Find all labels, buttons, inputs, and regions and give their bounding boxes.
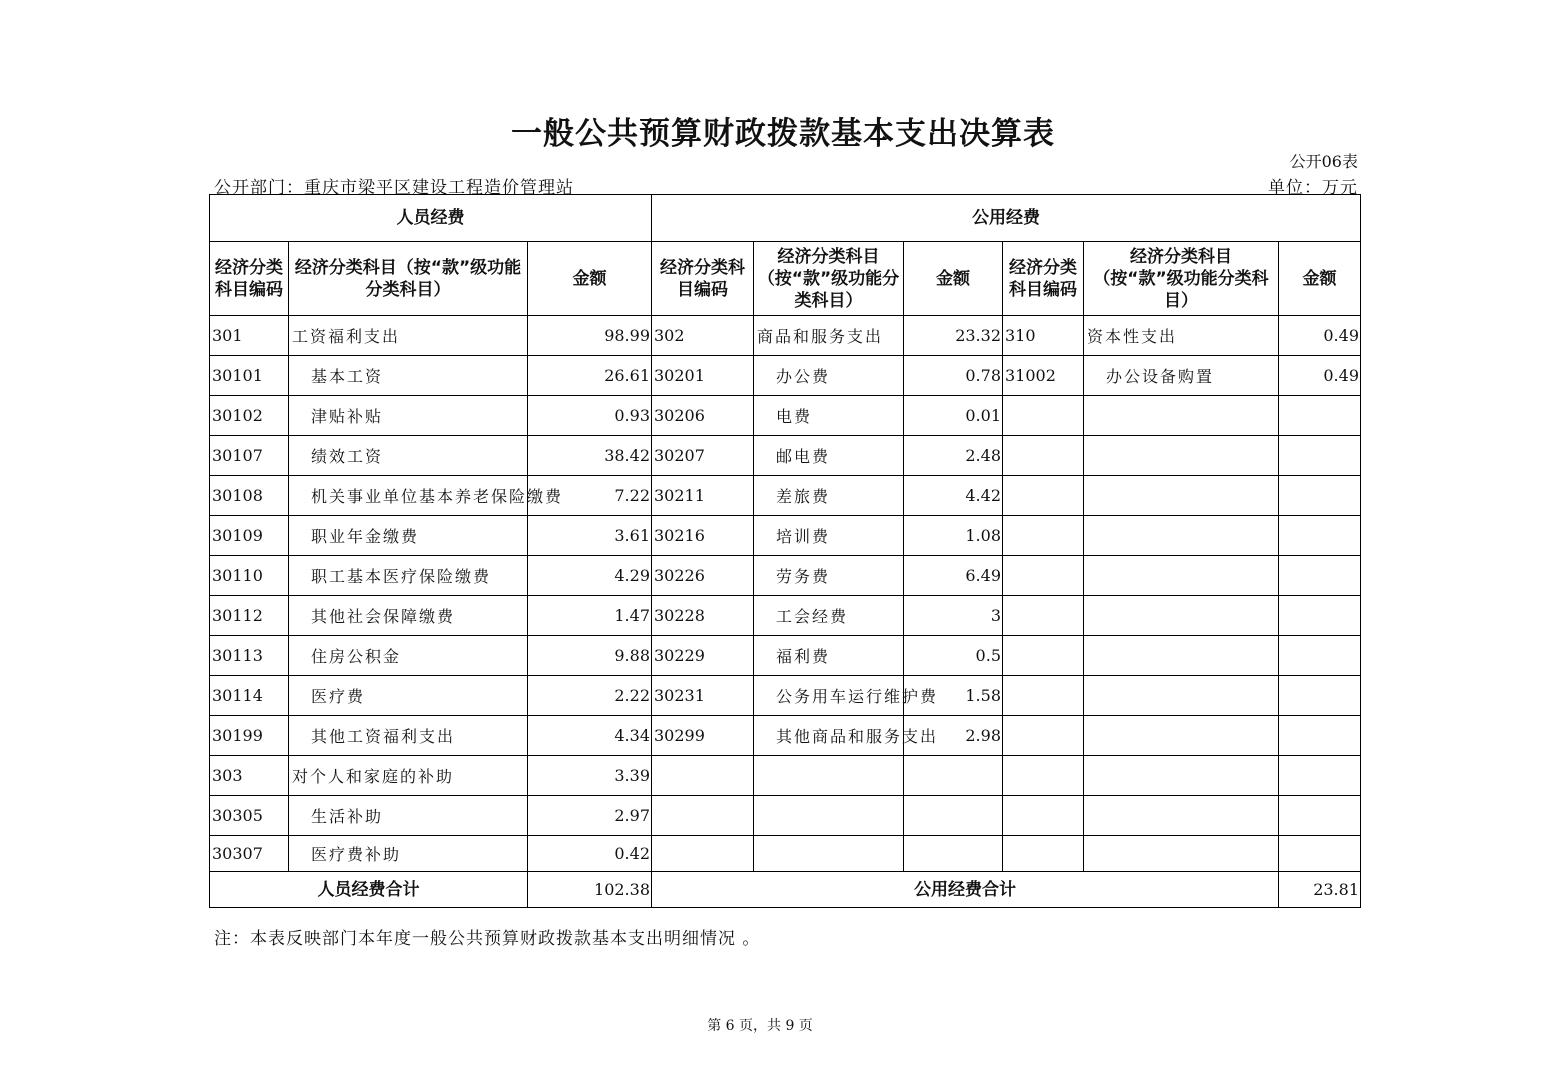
table-row	[210, 716, 1361, 756]
code-cell	[652, 756, 754, 796]
item-name-cell	[1084, 596, 1279, 636]
code-cell: 30206	[652, 396, 754, 436]
amount-cell: 0.93	[528, 396, 652, 436]
amount-cell	[1279, 556, 1361, 596]
amount-cell: 4.29	[528, 556, 652, 596]
code-cell: 30110	[210, 556, 289, 596]
item-name-cell: 邮电费	[754, 436, 904, 476]
table-row	[210, 396, 1361, 436]
item-name-cell: 医疗费补助	[289, 836, 528, 872]
public-total-label: 公用经费合计	[652, 872, 1279, 908]
amount-cell: 1.58	[904, 676, 1003, 716]
amount-cell: 98.99	[528, 316, 652, 356]
amount-cell	[1279, 756, 1361, 796]
item-name-cell	[1084, 476, 1279, 516]
header-amount-3: 金额	[1279, 242, 1361, 316]
item-name-cell: 职工基本医疗保险缴费	[289, 556, 528, 596]
amount-cell: 1.47	[528, 596, 652, 636]
item-name-cell: 机关事业单位基本养老保险缴费	[289, 476, 528, 516]
table-row	[210, 836, 1361, 872]
amount-cell: 38.42	[528, 436, 652, 476]
page-title: 一般公共预算财政拨款基本支出决算表	[511, 116, 1055, 152]
page-footer: 第 6 页，共 9 页	[707, 1018, 813, 1034]
item-name-cell: 生活补助	[289, 796, 528, 836]
code-cell	[1003, 436, 1084, 476]
public-total-value: 23.81	[1279, 872, 1361, 908]
item-name-cell	[1084, 516, 1279, 556]
item-name-cell: 公务用车运行维护费	[754, 676, 904, 716]
code-cell: 30102	[210, 396, 289, 436]
item-name-cell	[1084, 556, 1279, 596]
header-amount-1: 金额	[528, 242, 652, 316]
amount-cell: 23.32	[904, 316, 1003, 356]
code-cell	[1003, 796, 1084, 836]
table-row	[210, 436, 1361, 476]
item-name-cell	[1084, 396, 1279, 436]
amount-cell: 1.08	[904, 516, 1003, 556]
item-name-cell: 劳务费	[754, 556, 904, 596]
table-row	[210, 636, 1361, 676]
totals-row	[210, 872, 1361, 908]
item-name-cell	[754, 796, 904, 836]
amount-cell: 2.48	[904, 436, 1003, 476]
item-name-cell: 职业年金缴费	[289, 516, 528, 556]
table-note: 注：本表反映部门本年度一般公共预算财政拨款基本支出明细情况 。	[214, 929, 761, 949]
header-name-1: 经济分类科目（按“款”级功能分类科目）	[289, 242, 528, 316]
amount-cell: 7.22	[528, 476, 652, 516]
table-row	[210, 476, 1361, 516]
code-cell: 30107	[210, 436, 289, 476]
amount-cell	[1279, 516, 1361, 556]
item-name-cell: 医疗费	[289, 676, 528, 716]
code-cell: 30207	[652, 436, 754, 476]
item-name-cell	[1084, 836, 1279, 872]
code-cell	[1003, 756, 1084, 796]
amount-cell	[904, 796, 1003, 836]
code-cell: 30231	[652, 676, 754, 716]
item-name-cell: 工会经费	[754, 596, 904, 636]
code-cell: 30201	[652, 356, 754, 396]
table-row	[210, 516, 1361, 556]
item-name-cell: 对个人和家庭的补助	[289, 756, 528, 796]
table-row	[210, 796, 1361, 836]
amount-cell: 2.22	[528, 676, 652, 716]
code-cell	[1003, 676, 1084, 716]
unit-label: 单位：万元	[1268, 178, 1358, 198]
amount-cell: 0.5	[904, 636, 1003, 676]
code-cell: 30299	[652, 716, 754, 756]
item-name-cell: 基本工资	[289, 356, 528, 396]
code-cell	[1003, 716, 1084, 756]
amount-cell: 0.49	[1279, 356, 1361, 396]
amount-cell	[1279, 836, 1361, 872]
item-name-cell: 差旅费	[754, 476, 904, 516]
code-cell: 30199	[210, 716, 289, 756]
code-cell	[1003, 556, 1084, 596]
item-name-cell: 福利费	[754, 636, 904, 676]
code-cell	[1003, 636, 1084, 676]
item-name-cell	[1084, 676, 1279, 716]
amount-cell: 2.98	[904, 716, 1003, 756]
code-cell: 301	[210, 316, 289, 356]
item-name-cell	[754, 836, 904, 872]
item-name-cell	[1084, 716, 1279, 756]
code-cell: 30109	[210, 516, 289, 556]
code-cell: 30228	[652, 596, 754, 636]
code-cell	[1003, 836, 1084, 872]
code-cell: 30229	[652, 636, 754, 676]
code-cell	[1003, 476, 1084, 516]
code-cell: 303	[210, 756, 289, 796]
expenditure-table	[209, 194, 1361, 908]
amount-cell: 3.61	[528, 516, 652, 556]
department-label: 公开部门：重庆市梁平区建设工程造价管理站	[214, 178, 574, 198]
header-name-2: 经济分类科目（按“款”级功能分类科目）	[754, 242, 904, 316]
item-name-cell	[1084, 796, 1279, 836]
code-cell: 31002	[1003, 356, 1084, 396]
code-cell	[1003, 516, 1084, 556]
personnel-total-value: 102.38	[528, 872, 652, 908]
code-cell: 30307	[210, 836, 289, 872]
personnel-expense-header: 人员经费	[210, 195, 652, 242]
amount-cell: 0.42	[528, 836, 652, 872]
code-cell: 30226	[652, 556, 754, 596]
amount-cell	[1279, 596, 1361, 636]
item-name-cell: 津贴补贴	[289, 396, 528, 436]
header-code-3: 经济分类科目编码	[1003, 242, 1084, 316]
code-cell	[1003, 596, 1084, 636]
code-cell: 302	[652, 316, 754, 356]
amount-cell: 6.49	[904, 556, 1003, 596]
form-number: 公开06表	[1289, 152, 1358, 171]
code-cell: 30113	[210, 636, 289, 676]
code-cell	[652, 796, 754, 836]
amount-cell: 0.49	[1279, 316, 1361, 356]
item-name-cell: 培训费	[754, 516, 904, 556]
amount-cell: 3.39	[528, 756, 652, 796]
amount-cell	[1279, 396, 1361, 436]
amount-cell	[1279, 676, 1361, 716]
item-name-cell: 资本性支出	[1084, 316, 1279, 356]
item-name-cell: 其他工资福利支出	[289, 716, 528, 756]
amount-cell	[1279, 436, 1361, 476]
code-cell: 30305	[210, 796, 289, 836]
amount-cell: 2.97	[528, 796, 652, 836]
table-row	[210, 756, 1361, 796]
item-name-cell	[1084, 636, 1279, 676]
item-name-cell: 办公费	[754, 356, 904, 396]
amount-cell: 9.88	[528, 636, 652, 676]
item-name-cell: 办公设备购置	[1084, 356, 1279, 396]
code-cell: 30112	[210, 596, 289, 636]
table-row	[210, 676, 1361, 716]
personnel-total-label: 人员经费合计	[210, 872, 528, 908]
table-row	[210, 316, 1361, 356]
amount-cell: 0.78	[904, 356, 1003, 396]
amount-cell	[1279, 476, 1361, 516]
amount-cell: 4.42	[904, 476, 1003, 516]
amount-cell	[1279, 636, 1361, 676]
code-cell: 30216	[652, 516, 754, 556]
header-code-1: 经济分类科目编码	[210, 242, 289, 316]
code-cell	[652, 836, 754, 872]
table-row	[210, 556, 1361, 596]
amount-cell: 26.61	[528, 356, 652, 396]
amount-cell: 4.34	[528, 716, 652, 756]
item-name-cell	[1084, 756, 1279, 796]
item-name-cell: 住房公积金	[289, 636, 528, 676]
amount-cell	[904, 836, 1003, 872]
item-name-cell: 其他社会保障缴费	[289, 596, 528, 636]
header-code-2: 经济分类科目编码	[652, 242, 754, 316]
public-expense-header: 公用经费	[652, 195, 1361, 242]
table-row	[210, 356, 1361, 396]
item-name-cell	[1084, 436, 1279, 476]
code-cell	[1003, 396, 1084, 436]
amount-cell	[1279, 716, 1361, 756]
item-name-cell: 其他商品和服务支出	[754, 716, 904, 756]
item-name-cell: 电费	[754, 396, 904, 436]
header-amount-2: 金额	[904, 242, 1003, 316]
table-row	[210, 596, 1361, 636]
header-name-3: 经济分类科目（按“款”级功能分类科目）	[1084, 242, 1279, 316]
amount-cell	[1279, 796, 1361, 836]
code-cell: 30211	[652, 476, 754, 516]
amount-cell: 0.01	[904, 396, 1003, 436]
item-name-cell: 绩效工资	[289, 436, 528, 476]
amount-cell: 3	[904, 596, 1003, 636]
code-cell: 310	[1003, 316, 1084, 356]
code-cell: 30101	[210, 356, 289, 396]
code-cell: 30114	[210, 676, 289, 716]
amount-cell	[904, 756, 1003, 796]
item-name-cell: 商品和服务支出	[754, 316, 904, 356]
code-cell: 30108	[210, 476, 289, 516]
item-name-cell: 工资福利支出	[289, 316, 528, 356]
item-name-cell	[754, 756, 904, 796]
